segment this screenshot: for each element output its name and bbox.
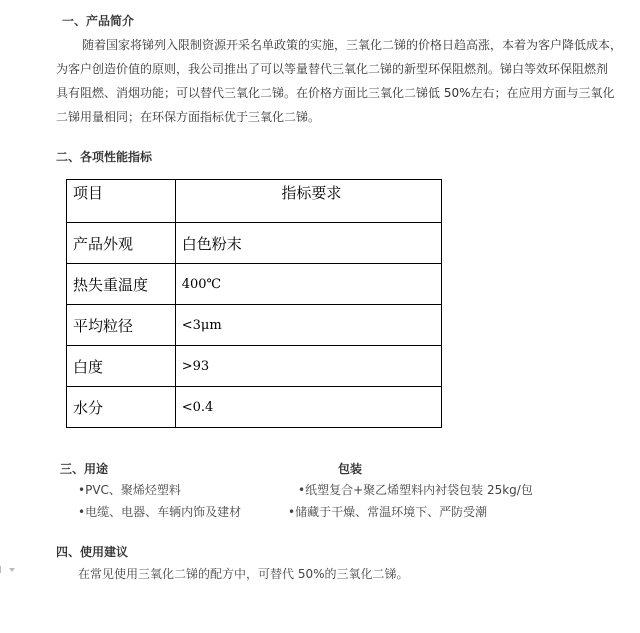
table-cell-item: 产品外观 <box>67 223 176 264</box>
table-cell-item: 白度 <box>67 346 176 387</box>
table-row <box>67 223 442 264</box>
table-row <box>67 387 442 428</box>
table-header-requirement: 指标要求 <box>175 180 441 223</box>
table-cell-value: <0.4 <box>175 387 441 428</box>
table-cell-value: <3μm <box>175 305 441 346</box>
section2-title: 二、各项性能指标 <box>56 150 153 164</box>
table-row <box>67 346 442 387</box>
use-item-1: •PVC、聚烯烃塑料 <box>78 483 181 497</box>
packaging-item-2: •储藏于干燥、常温环境下、严防受潮 <box>288 505 488 519</box>
table-header-item: 项目 <box>67 180 176 223</box>
spec-table <box>66 179 442 428</box>
chevron-down-icon <box>9 568 15 572</box>
packaging-title: 包装 <box>338 462 363 476</box>
section1-title: 一、产品简介 <box>62 14 135 28</box>
table-cell-value: 400℃ <box>175 264 441 305</box>
table-cell-item: 平均粒径 <box>67 305 176 346</box>
table-row <box>67 264 442 305</box>
table-cell-value: 白色粉末 <box>175 223 441 264</box>
table-cell-item: 水分 <box>67 387 176 428</box>
table-cell-value: >93 <box>175 346 441 387</box>
use-item-2: •电缆、电器、车辆内饰及建材 <box>78 505 242 519</box>
margin-marker <box>0 566 1 573</box>
table-cell-item: 热失重温度 <box>67 264 176 305</box>
section3-title: 三、用途 <box>60 462 109 476</box>
usage-suggestion: 在常见使用三氧化二锑的配方中，可替代 50%的三氧化二锑。 <box>78 567 409 581</box>
intro-line-4: 二锑用量相同；在环保方面指标优于三氧化二锑。 <box>56 110 321 124</box>
section4-title: 四、使用建议 <box>56 545 129 559</box>
table-row <box>67 305 442 346</box>
packaging-item-1: •纸塑复合+聚乙烯塑料内衬袋包装 25kg/包 <box>298 483 533 497</box>
intro-line-1: 随着国家将锑列入限制资源开采名单政策的实施，三氧化二锑的价格日趋高涨，本着为客户降低成本， <box>82 38 623 52</box>
table-header-row <box>67 180 442 223</box>
intro-line-3: 具有阻燃、消烟功能；可以替代三氧化二锑。在价格方面比三氧化二锑低 50%左右；在应用方面与三氧化 <box>56 86 615 100</box>
intro-line-2: 为客户创造价值的原则，我公司推出了可以等量替代三氧化二锑的新型环保阻燃剂。锑白等效环保阻燃剂 <box>56 62 609 76</box>
